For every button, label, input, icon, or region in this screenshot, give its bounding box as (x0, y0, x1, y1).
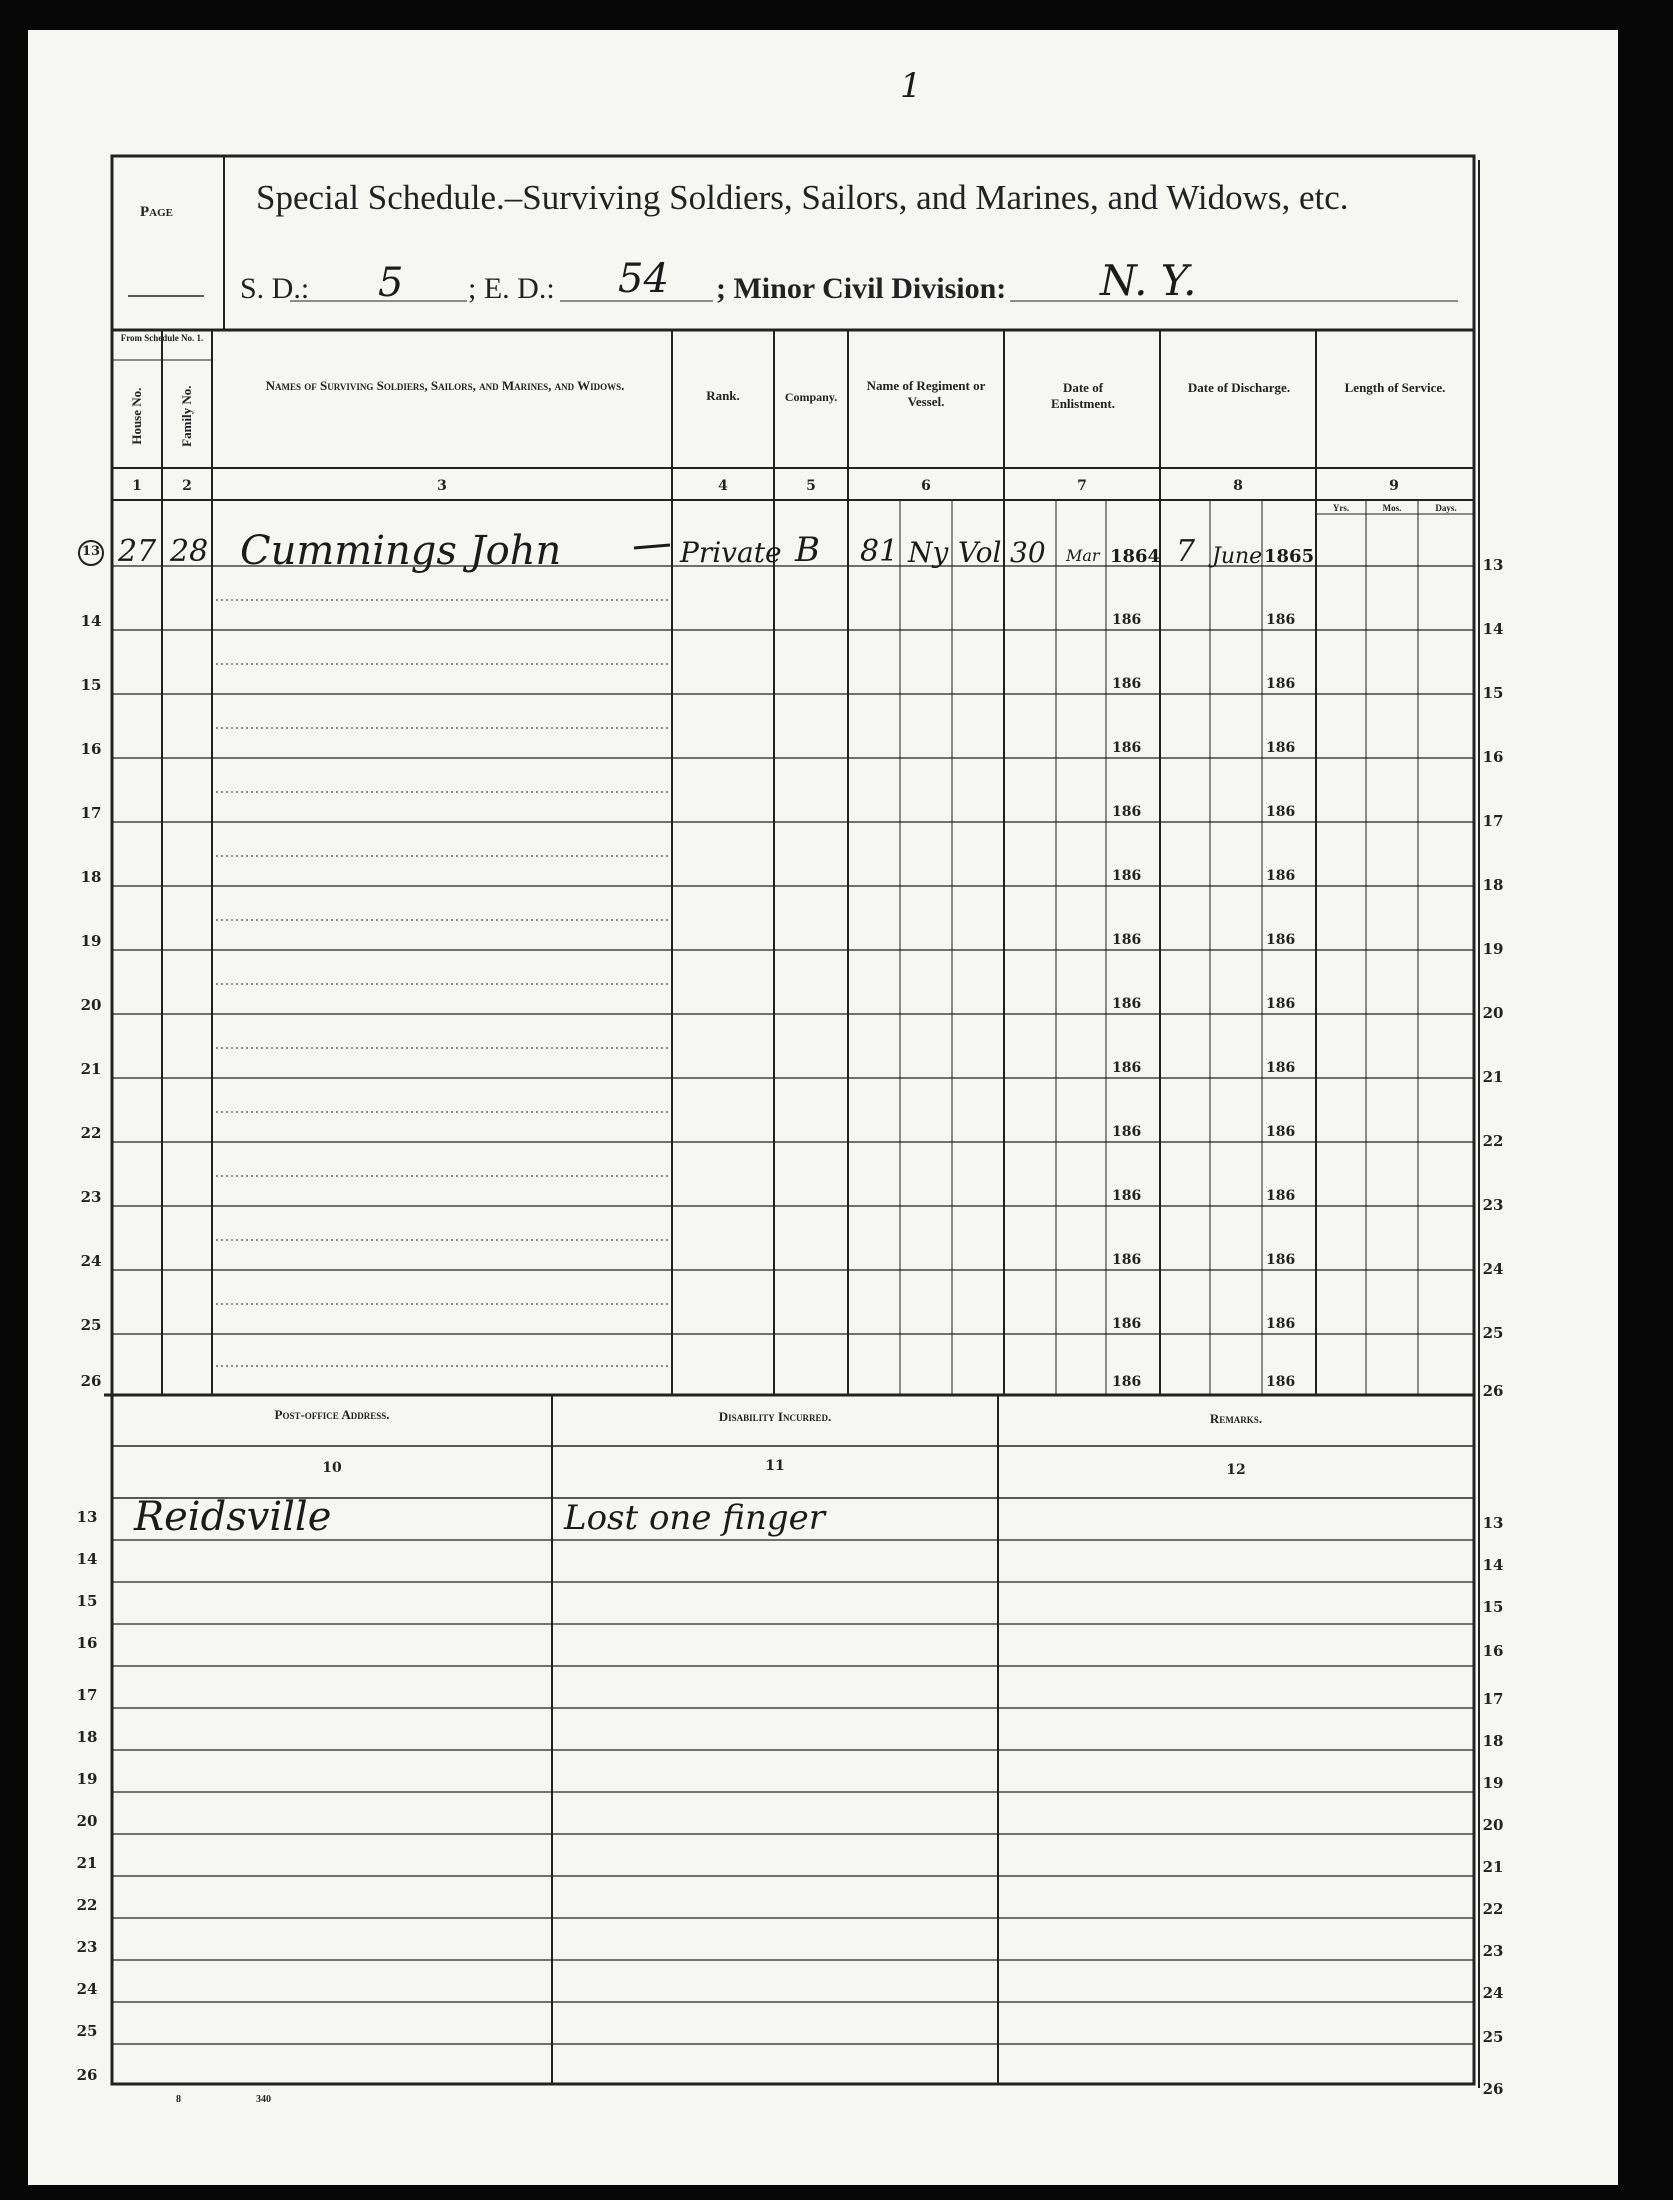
entry-regiment-type: Vol (958, 536, 1002, 569)
discharge-year-prefix: 186 (1266, 1060, 1296, 1076)
discharge-year-prefix: 186 (1266, 1374, 1296, 1390)
disability-header: Disability Incurred. (718, 1409, 832, 1424)
row-num-18-left: 18 (76, 1728, 98, 1746)
row-num-13-right: 13 (1482, 556, 1504, 574)
row-num-17-right: 17 (1482, 1690, 1504, 1708)
col-num-7: 7 (1077, 478, 1087, 494)
entry-name: Cummings John (240, 528, 562, 574)
row-num-17-left: 17 (76, 1686, 98, 1704)
entry-disability: Lost one finger (564, 1498, 825, 1538)
row-num-23-right: 23 (1482, 1196, 1504, 1214)
row-num-14-left: 14 (76, 1550, 98, 1568)
ed-label: ; E. D.: (468, 272, 555, 305)
enlist-year-prefix: 186 (1112, 932, 1142, 948)
row-num-18-right: 18 (1482, 876, 1504, 894)
discharge-year-prefix: 186 (1266, 804, 1296, 820)
remarks-header: Remarks. (1209, 1411, 1263, 1426)
rank-header: Rank. (706, 388, 740, 403)
entry-enlist-year: 1864 (1110, 546, 1161, 567)
row-num-21-right: 21 (1482, 1858, 1504, 1876)
row-num-25-left: 25 (80, 1316, 102, 1334)
row-num-16-left: 16 (76, 1634, 98, 1652)
days-header: Days. (1435, 503, 1457, 513)
entry-house-no: 27 (118, 534, 157, 569)
schedule-title: Special Schedule.–Surviving Soldiers, Sailors, and Marines, and Widows, etc. (256, 178, 1349, 217)
entry-regiment-no: 81 (860, 534, 899, 569)
enlist-year-prefix: 186 (1112, 1316, 1142, 1332)
row-num-20-right: 20 (1482, 1004, 1504, 1022)
col-num-11: 11 (765, 1458, 785, 1474)
row-num-25-left: 25 (76, 2022, 98, 2040)
post-office-header: Post-office Address. (274, 1407, 390, 1422)
mcd-label: ; Minor Civil Division: (716, 272, 1007, 305)
row-num-24-left: 24 (76, 1980, 98, 1998)
entry-rank: Private (680, 536, 782, 569)
col-num-12: 12 (1226, 1462, 1246, 1478)
regiment-header: Name of Regiment or Vessel. (866, 378, 986, 410)
row-num-22-left: 22 (80, 1124, 102, 1142)
row-num-24-right: 24 (1482, 1260, 1504, 1278)
row-num-19-left: 19 (80, 932, 102, 950)
entry-enlist-month: Mar (1066, 546, 1100, 565)
company-header: Company. (784, 390, 838, 404)
row-num-24-right: 24 (1482, 1984, 1504, 2002)
row-num-20-left: 20 (76, 1812, 98, 1830)
discharge-year-prefix: 186 (1266, 676, 1296, 692)
row-num-20-right: 20 (1482, 1816, 1504, 1834)
row-num-14-right: 14 (1482, 1556, 1504, 1574)
entry-post-office: Reidsville (134, 1494, 332, 1540)
discharge-year-prefix: 186 (1266, 740, 1296, 756)
row-num-18-left: 18 (80, 868, 102, 886)
row-num-26-right: 26 (1482, 1382, 1504, 1400)
entry-discharge-month: June (1212, 544, 1263, 569)
enlist-year-prefix: 186 (1112, 868, 1142, 884)
row-num-21-left: 21 (80, 1060, 102, 1078)
enlist-year-prefix: 186 (1112, 740, 1142, 756)
entry-regiment-state: Ny (908, 536, 949, 569)
page-label: Page (140, 204, 173, 220)
discharge-year-prefix: 186 (1266, 612, 1296, 628)
row-num-15-right: 15 (1482, 684, 1504, 702)
names-header: Names of Surviving Soldiers, Sailors, and Marines, and Widows. (265, 378, 625, 393)
col-num-6: 6 (921, 478, 931, 494)
row-num-22-right: 22 (1482, 1132, 1504, 1150)
col-num-3: 3 (437, 478, 447, 494)
row-num-19-right: 19 (1482, 1774, 1504, 1792)
service-header: Length of Service. (1344, 380, 1446, 395)
enlistment-header: Date of Enlistment. (1051, 380, 1115, 412)
row-num-16-left: 16 (80, 740, 102, 758)
enlist-year-prefix: 186 (1112, 676, 1142, 692)
row-num-25-right: 25 (1482, 2028, 1504, 2046)
row-num-17-left: 17 (80, 804, 102, 822)
row-num-17-right: 17 (1482, 812, 1504, 830)
sd-value: 5 (378, 260, 404, 306)
mcd-value: N. Y. (1100, 256, 1197, 305)
ed-value: 54 (618, 256, 669, 302)
col-num-4: 4 (718, 478, 728, 494)
enlist-year-prefix: 186 (1112, 996, 1142, 1012)
row-num-14-left: 14 (80, 612, 102, 630)
enlist-year-prefix: 186 (1112, 1060, 1142, 1076)
mos-header: Mos. (1382, 503, 1402, 513)
row-num-25-right: 25 (1482, 1324, 1504, 1342)
enlist-year-prefix: 186 (1112, 1188, 1142, 1204)
row-num-21-left: 21 (76, 1854, 98, 1872)
page-mark: 1 (900, 66, 922, 106)
col-num-10: 10 (322, 1460, 342, 1476)
row-num-20-left: 20 (80, 996, 102, 1014)
family-no-header: Family No. (178, 385, 194, 447)
footer-right-mark: 340 (256, 2094, 271, 2105)
row-num-13-right: 13 (1482, 1514, 1504, 1532)
row-num-19-right: 19 (1482, 940, 1504, 958)
row-num-16-right: 16 (1482, 1642, 1504, 1660)
row-num-23-right: 23 (1482, 1942, 1504, 1960)
col-num-1: 1 (132, 478, 142, 494)
row-num-15-right: 15 (1482, 1598, 1504, 1616)
discharge-year-prefix: 186 (1266, 1124, 1296, 1140)
col-num-5: 5 (806, 478, 816, 494)
row-num-15-left: 15 (80, 676, 102, 694)
enlist-year-prefix: 186 (1112, 804, 1142, 820)
row-num-19-left: 19 (76, 1770, 98, 1788)
col-num-8: 8 (1233, 478, 1243, 494)
row-num-21-right: 21 (1482, 1068, 1504, 1086)
discharge-header: Date of Discharge. (1187, 380, 1291, 395)
entry-discharge-year: 1865 (1264, 546, 1315, 567)
row-num-22-left: 22 (76, 1896, 98, 1914)
entry-family-no: 28 (170, 534, 209, 569)
discharge-year-prefix: 186 (1266, 1188, 1296, 1204)
row-num-26-left: 26 (76, 2066, 98, 2084)
enlist-year-prefix: 186 (1112, 1124, 1142, 1140)
enlist-year-prefix: 186 (1112, 1374, 1142, 1390)
enlist-year-prefix: 186 (1112, 1252, 1142, 1268)
entry-discharge-day: 7 (1176, 534, 1196, 569)
row-num-23-left: 23 (80, 1188, 102, 1206)
row-num-26-right: 26 (1482, 2080, 1504, 2098)
row-num-14-right: 14 (1482, 620, 1504, 638)
row-num-18-right: 18 (1482, 1732, 1504, 1750)
discharge-year-prefix: 186 (1266, 868, 1296, 884)
row-num-24-left: 24 (80, 1252, 102, 1270)
row-num-15-left: 15 (76, 1592, 98, 1610)
row-num-26-left: 26 (80, 1372, 102, 1390)
entry-enlist-day: 30 (1010, 536, 1046, 569)
col-num-9: 9 (1389, 478, 1399, 494)
discharge-year-prefix: 186 (1266, 1316, 1296, 1332)
discharge-year-prefix: 186 (1266, 1252, 1296, 1268)
row-num-16-right: 16 (1482, 748, 1504, 766)
enlist-year-prefix: 186 (1112, 612, 1142, 628)
sd-label: S. D.: (240, 272, 310, 305)
from-schedule-header: From Schedule No. 1. (120, 333, 204, 343)
footer-left-mark: 8 (176, 2094, 181, 2105)
yrs-header: Yrs. (1332, 503, 1350, 513)
row-num-23-left: 23 (76, 1938, 98, 1956)
row-num-22-right: 22 (1482, 1900, 1504, 1918)
col-num-2: 2 (182, 478, 192, 494)
row-num-13-left: 13 (76, 1508, 98, 1526)
discharge-year-prefix: 186 (1266, 932, 1296, 948)
discharge-year-prefix: 186 (1266, 996, 1296, 1012)
row-num-13-left: 13 (81, 544, 101, 559)
house-no-header: House No. (128, 387, 144, 445)
entry-company: B (795, 530, 820, 570)
